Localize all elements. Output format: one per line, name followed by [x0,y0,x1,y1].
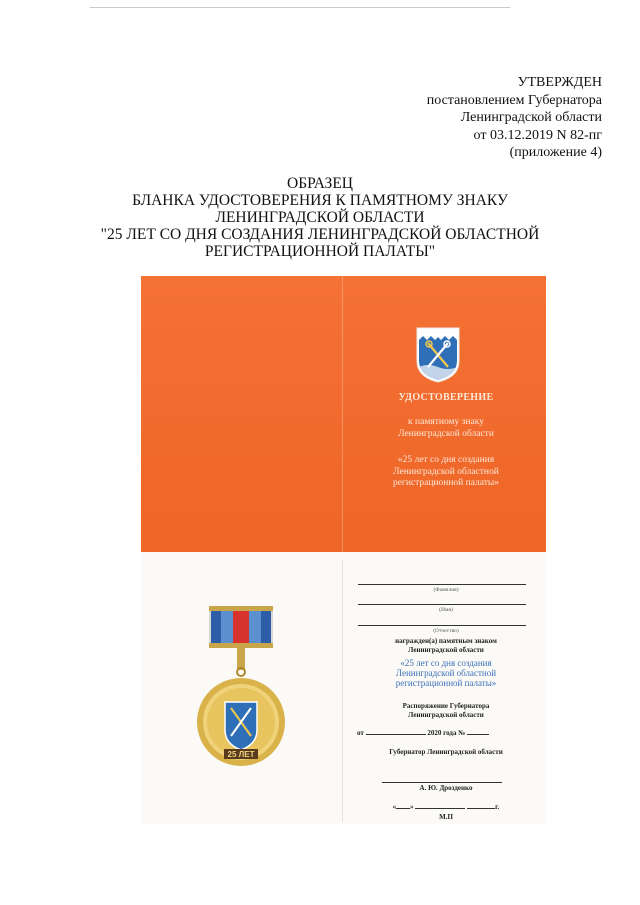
signer-name: А. Ю. Дрозденко [419,784,473,792]
document-title [0,175,640,260]
approval-line: постановлением Губернатора [426,92,602,108]
stamp-label: М.П [439,813,453,821]
cover-subtitle-line: к памятному знаку [408,417,484,427]
sign-month-blank [415,808,465,809]
governor-line: Губернатор Ленинградской области [389,748,503,756]
order-date-suffix: 2020 года № [427,729,466,737]
sign-day-blank [396,808,410,809]
approval-line: УТВЕРЖДЕН [517,75,602,90]
order-line: Распоряжение Губернатора [402,702,490,710]
inner-award-line: Ленинградской областной [395,668,497,678]
order-text [352,702,540,720]
cover-award-line: «25 лет со дня создания [397,455,495,465]
sign-date-quote: » [410,803,414,811]
cover-subtitle-line: Ленинградской области [398,428,494,439]
approval-block [427,74,602,162]
order-date [357,729,545,738]
patronymic-line [358,625,526,626]
sign-year-suffix: г. [495,803,500,811]
title-line: РЕГИСТРАЦИОННОЙ ПАЛАТЫ" [204,243,436,260]
order-number-blank [467,734,489,735]
governor-text [352,748,540,757]
name-line [358,604,526,605]
approval-line: (приложение 4) [509,145,602,160]
title-line: "25 ЛЕТ СО ДНЯ СОЗДАНИЯ ЛЕНИНГРАДСКОЙ ОБЛАСТНОЙ [100,226,540,243]
scan-edge-line [90,7,510,8]
sign-date-quote: « [392,803,397,811]
sign-date [352,803,540,812]
surname-caption [352,586,540,595]
signature-line [382,782,502,783]
inner-award-line: «25 лет со дня создания [400,658,492,668]
signer-text [352,784,540,793]
title-line: БЛАНКА УДОСТОВЕРЕНИЯ К ПАМЯТНОМУ ЗНАКУ [132,192,508,209]
order-date-prefix: от [357,729,364,737]
patronymic-caption [352,627,540,636]
sign-year-blank [467,808,495,809]
awarded-line: Ленинградской области [408,646,484,654]
order-date-blank [366,734,426,735]
coat-of-arms-icon [416,327,460,383]
approval-line: Ленинградской области [460,110,602,125]
cover-award-line: регистрационной палаты» [392,478,500,488]
medal-ribbon-text: 25 ЛЕТ [227,750,255,759]
title-line: ОБРАЗЕЦ [287,175,353,192]
surname-caption-text: (Фамилия) [433,587,459,593]
inner-award-name [352,658,540,688]
surname-line [358,584,526,585]
inner-fold-line [342,560,343,822]
medal-icon [197,604,285,772]
title-line: ЛЕНИНГРАДСКОЙ ОБЛАСТИ [215,209,425,226]
awarded-line: награжден(а) памятным знаком [395,637,497,645]
name-caption [352,606,540,615]
stamp-text [352,813,540,822]
cover-subtitle [352,417,540,440]
patronymic-caption-text: (Отчество) [433,628,459,634]
order-line: Ленинградской области [408,711,484,719]
cover-award-line: Ленинградской областной [393,466,499,477]
name-caption-text: (Имя) [439,607,453,613]
cover-heading-text: УДОСТОВЕРЕНИЕ [398,392,494,403]
cover-fold-line [342,276,343,552]
certificate-cover [141,276,546,552]
cover-heading [352,392,540,404]
cover-award-name [352,455,540,490]
approval-line: от 03.12.2019 N 82-пг [473,127,602,143]
inner-award-line: регистрационной палаты» [395,678,497,688]
awarded-text [352,637,540,655]
